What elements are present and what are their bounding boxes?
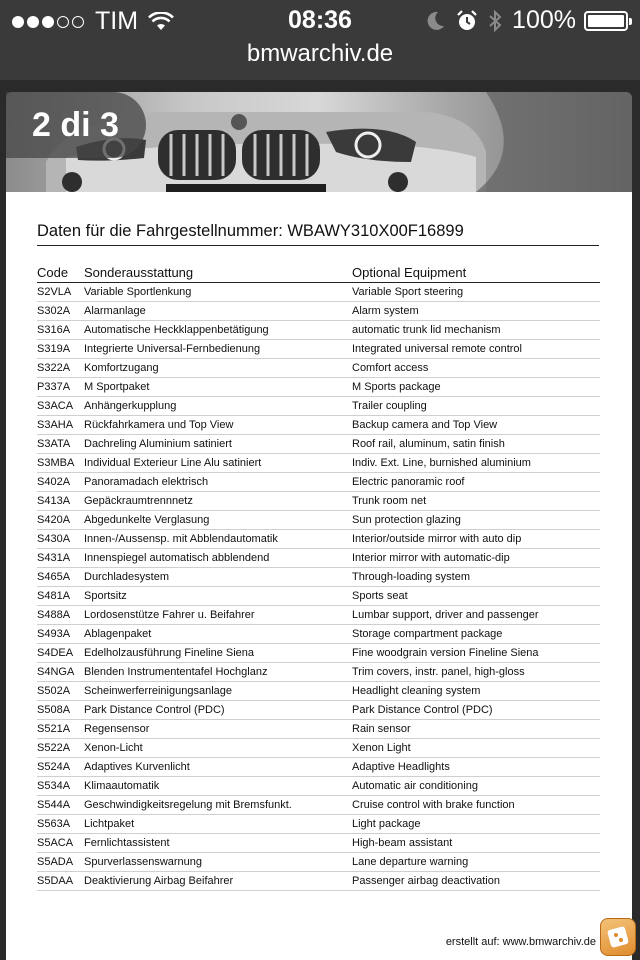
english-name-cell: Trim covers, instr. panel, high-gloss — [352, 663, 600, 682]
english-name-cell: Automatic air conditioning — [352, 777, 600, 796]
english-name-cell: Interior mirror with automatic-dip — [352, 549, 600, 568]
code-cell: S316A — [37, 321, 84, 340]
english-name-cell: Backup camera and Top View — [352, 416, 600, 435]
table-row — [37, 454, 600, 473]
code-cell: S430A — [37, 530, 84, 549]
code-cell: S431A — [37, 549, 84, 568]
german-name-cell: Integrierte Universal-Fernbedienung — [84, 340, 352, 359]
web-page — [0, 80, 640, 960]
alarm-icon — [456, 10, 478, 32]
english-name-cell: Xenon Light — [352, 739, 600, 758]
german-name-cell: Automatische Heckklappenbetätigung — [84, 321, 352, 340]
moon-icon — [426, 10, 446, 32]
clock: 08:36 — [288, 6, 352, 34]
code-cell: S3MBA — [37, 454, 84, 473]
code-cell: S522A — [37, 739, 84, 758]
german-name-cell: Innen-/Aussensp. mit Abblendautomatik — [84, 530, 352, 549]
english-name-cell: M Sports package — [352, 378, 600, 397]
german-name-cell: Blenden Instrumententafel Hochglanz — [84, 663, 352, 682]
table-row — [37, 397, 600, 416]
german-name-cell: Deaktivierung Airbag Beifahrer — [84, 872, 352, 891]
code-cell: S302A — [37, 302, 84, 321]
english-name-cell: Cruise control with brake function — [352, 796, 600, 815]
german-name-cell: Individual Exterieur Line Alu satiniert — [84, 454, 352, 473]
code-cell: S402A — [37, 473, 84, 492]
german-name-cell: Gepäckraumtrennnetz — [84, 492, 352, 511]
code-cell: S5ADA — [37, 853, 84, 872]
code-cell: S521A — [37, 720, 84, 739]
english-name-cell: Light package — [352, 815, 600, 834]
german-name-cell: Innenspiegel automatisch abblendend — [84, 549, 352, 568]
code-cell: S5DAA — [37, 872, 84, 891]
table-row — [37, 359, 600, 378]
code-cell: S508A — [37, 701, 84, 720]
german-name-cell: Sportsitz — [84, 587, 352, 606]
column-header: Code — [37, 262, 84, 283]
english-name-cell: Roof rail, aluminum, satin finish — [352, 435, 600, 454]
table-row — [37, 587, 600, 606]
table-row — [37, 701, 600, 720]
german-name-cell: Geschwindigkeitsregelung mit Bremsfunkt. — [84, 796, 352, 815]
code-cell: S413A — [37, 492, 84, 511]
english-name-cell: automatic trunk lid mechanism — [352, 321, 600, 340]
table-row — [37, 530, 600, 549]
german-name-cell: Scheinwerferreinigungsanlage — [84, 682, 352, 701]
carrier-name: TIM — [95, 7, 139, 35]
status-bar — [0, 0, 640, 40]
code-cell: S534A — [37, 777, 84, 796]
table-row — [37, 473, 600, 492]
code-cell: S465A — [37, 568, 84, 587]
code-cell: S3ATA — [37, 435, 84, 454]
app-badge-icon[interactable] — [600, 918, 636, 956]
code-cell: S2VLA — [37, 283, 84, 302]
table-row — [37, 625, 600, 644]
german-name-cell: Adaptives Kurvenlicht — [84, 758, 352, 777]
english-name-cell: Through-loading system — [352, 568, 600, 587]
german-name-cell: Variable Sportlenkung — [84, 283, 352, 302]
code-cell: S3ACA — [37, 397, 84, 416]
table-row — [37, 796, 600, 815]
page-title: Daten für die Fahrgestellnummer: WBAWY310X00F16899 — [37, 222, 599, 246]
code-cell: S524A — [37, 758, 84, 777]
german-name-cell: Regensensor — [84, 720, 352, 739]
english-name-cell: Trunk room net — [352, 492, 600, 511]
code-cell: S3AHA — [37, 416, 84, 435]
table-row — [37, 872, 600, 891]
table-row — [37, 435, 600, 454]
code-cell: S493A — [37, 625, 84, 644]
slide-indicator: 2 di 3 — [6, 92, 146, 158]
table-row — [37, 283, 600, 302]
table-row — [37, 834, 600, 853]
table-row — [37, 511, 600, 530]
table-row — [37, 568, 600, 587]
code-cell: S481A — [37, 587, 84, 606]
column-header: Optional Equipment — [352, 262, 600, 283]
table-row — [37, 777, 600, 796]
table-row — [37, 720, 600, 739]
german-name-cell: Durchladesystem — [84, 568, 352, 587]
code-cell: S420A — [37, 511, 84, 530]
german-name-cell: Edelholzausführung Fineline Siena — [84, 644, 352, 663]
table-header — [37, 262, 600, 283]
code-cell: S322A — [37, 359, 84, 378]
german-name-cell: Anhängerkupplung — [84, 397, 352, 416]
german-name-cell: Park Distance Control (PDC) — [84, 701, 352, 720]
bluetooth-icon — [488, 9, 502, 33]
code-cell: S5ACA — [37, 834, 84, 853]
english-name-cell: Sports seat — [352, 587, 600, 606]
table-row — [37, 549, 600, 568]
english-name-cell: Lane departure warning — [352, 853, 600, 872]
german-name-cell: Rückfahrkamera und Top View — [84, 416, 352, 435]
table-row — [37, 739, 600, 758]
german-name-cell: Abgedunkelte Verglasung — [84, 511, 352, 530]
german-name-cell: Panoramadach elektrisch — [84, 473, 352, 492]
english-name-cell: Fine woodgrain version Fineline Siena — [352, 644, 600, 663]
code-cell: S544A — [37, 796, 84, 815]
german-name-cell: Dachreling Aluminium satiniert — [84, 435, 352, 454]
table-row — [37, 302, 600, 321]
code-cell: S502A — [37, 682, 84, 701]
english-name-cell: Headlight cleaning system — [352, 682, 600, 701]
german-name-cell: Klimaautomatik — [84, 777, 352, 796]
english-name-cell: Comfort access — [352, 359, 600, 378]
german-name-cell: M Sportpaket — [84, 378, 352, 397]
code-cell: S4DEA — [37, 644, 84, 663]
english-name-cell: Park Distance Control (PDC) — [352, 701, 600, 720]
url-text: bmwarchiv.de — [246, 40, 394, 67]
table-row — [37, 606, 600, 625]
english-name-cell: Indiv. Ext. Line, burnished aluminium — [352, 454, 600, 473]
english-name-cell: Lumbar support, driver and passenger — [352, 606, 600, 625]
table-row — [37, 644, 600, 663]
german-name-cell: Komfortzugang — [84, 359, 352, 378]
table-row — [37, 758, 600, 777]
english-name-cell: Electric panoramic roof — [352, 473, 600, 492]
footer-credit: erstellt auf: www.bmwarchiv.de — [445, 936, 596, 948]
table-row — [37, 815, 600, 834]
table-row — [37, 682, 600, 701]
table-row — [37, 492, 600, 511]
english-name-cell: Passenger airbag deactivation — [352, 872, 600, 891]
english-name-cell: Integrated universal remote control — [352, 340, 600, 359]
table-row — [37, 340, 600, 359]
english-name-cell: Alarm system — [352, 302, 600, 321]
english-name-cell: Interior/outside mirror with auto dip — [352, 530, 600, 549]
code-cell: S4NGA — [37, 663, 84, 682]
battery-icon — [584, 11, 628, 31]
german-name-cell: Lichtpaket — [84, 815, 352, 834]
english-name-cell: Sun protection glazing — [352, 511, 600, 530]
code-cell: S488A — [37, 606, 84, 625]
code-cell: S319A — [37, 340, 84, 359]
column-header: Sonderausstattung — [84, 262, 352, 283]
german-name-cell: Xenon-Licht — [84, 739, 352, 758]
equipment-table — [37, 262, 600, 891]
table-row — [37, 853, 600, 872]
table-row — [37, 321, 600, 340]
german-name-cell: Lordosenstütze Fahrer u. Beifahrer — [84, 606, 352, 625]
table-row — [37, 663, 600, 682]
address-bar[interactable] — [0, 40, 640, 80]
english-name-cell: Adaptive Headlights — [352, 758, 600, 777]
document-sheet — [6, 192, 632, 960]
table-row — [37, 416, 600, 435]
german-name-cell: Spurverlassenswarnung — [84, 853, 352, 872]
english-name-cell: Trailer coupling — [352, 397, 600, 416]
german-name-cell: Alarmanlage — [84, 302, 352, 321]
code-cell: P337A — [37, 378, 84, 397]
english-name-cell: High-beam assistant — [352, 834, 600, 853]
german-name-cell: Fernlichtassistent — [84, 834, 352, 853]
german-name-cell: Ablagenpaket — [84, 625, 352, 644]
table-row — [37, 378, 600, 397]
english-name-cell: Variable Sport steering — [352, 283, 600, 302]
code-cell: S563A — [37, 815, 84, 834]
english-name-cell: Storage compartment package — [352, 625, 600, 644]
english-name-cell: Rain sensor — [352, 720, 600, 739]
battery-percent: 100% — [512, 6, 576, 34]
